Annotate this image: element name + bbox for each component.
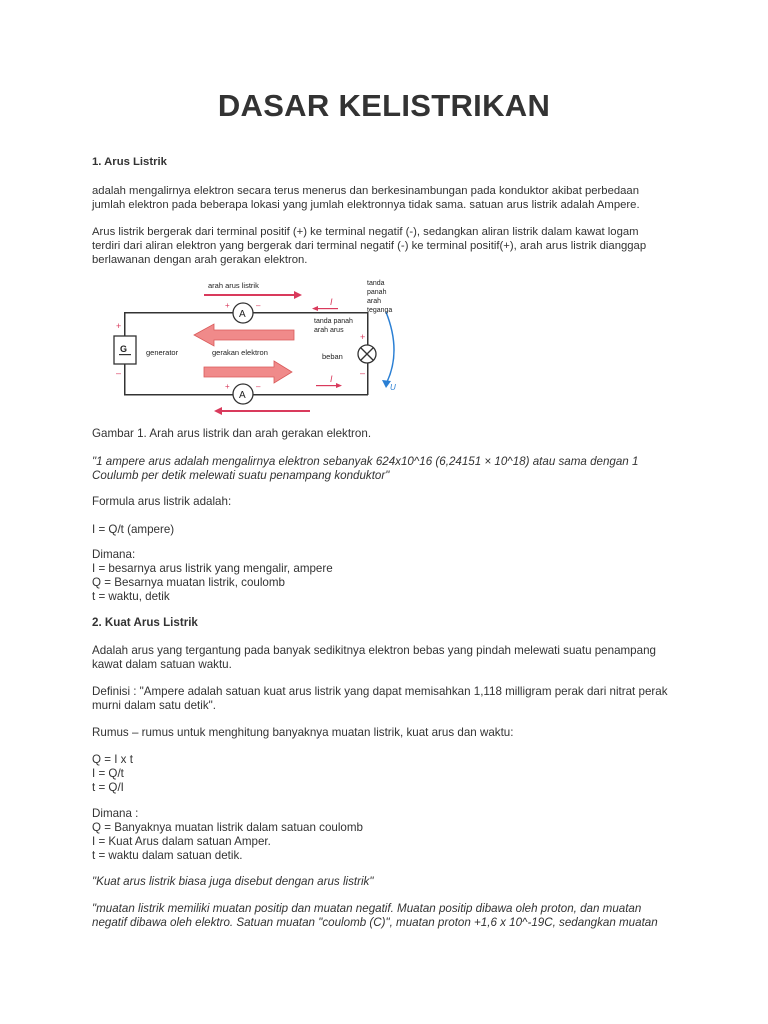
current-direction-arrow-bottom — [222, 410, 310, 412]
text-line: Dimana: — [92, 548, 136, 561]
label-voltage-mark-2: panah — [367, 289, 387, 296]
paragraph-current-direction — [92, 225, 682, 267]
ammeter-bottom-plus: + — [225, 382, 230, 391]
ammeter-top-minus: – — [256, 301, 261, 310]
formula-legend — [92, 548, 682, 604]
text-line: Dimana : — [92, 807, 139, 820]
label-arrow-mark-2: arah arus — [314, 327, 344, 334]
page-title: DASAR KELISTRIKAN — [217, 88, 551, 123]
ammeter-bottom-label: A — [239, 390, 246, 401]
current-symbol-top: I — [330, 297, 333, 307]
generator-letter: G — [120, 344, 128, 354]
formula-legend-2 — [92, 807, 682, 863]
electron-motion-arrow — [194, 324, 294, 346]
label-voltage-mark-3: arah — [367, 298, 382, 305]
circuit-figure — [104, 272, 414, 418]
minus-sign-left: – — [116, 368, 122, 378]
label-voltage-mark-4: teganga — [367, 307, 393, 314]
current-direction-arrowhead-bottom — [214, 407, 222, 415]
formula: I = Q/t (ampere) — [92, 523, 175, 536]
plus-sign-right: + — [360, 332, 366, 342]
text-line: Definisi : "Ampere adalah satuan kuat arus listrik yang dapat memisahkan 1,118 milligram perak dari nitrat perak — [92, 685, 668, 698]
ammeter-top-plus: + — [225, 301, 230, 310]
text-line: "1 ampere arus adalah mengalirnya elektron sebanyak 624x10^16 (6,24151 × 10^18) atau sama dengan 1 — [92, 455, 639, 468]
current-direction-arrow-top — [204, 294, 294, 296]
quote-kuat-arus: "Kuat arus listrik biasa juga disebut dengan arus listrik" — [92, 875, 374, 888]
paragraph-definisi — [92, 685, 682, 713]
label-current-direction: arah arus listrik — [208, 281, 259, 290]
label-arrow-mark-1: tanda panah — [314, 318, 353, 325]
text-line: "muatan listrik memiliki muatan positip dan muatan negatif. Muatan positip dibawa oleh proton, dan muatan — [92, 902, 642, 915]
plus-sign-left: + — [116, 321, 122, 331]
text-line: murni dalam satu detik". — [92, 699, 216, 712]
text-line: I = Q/t — [92, 767, 124, 780]
current-symbol-bottom: I — [330, 374, 333, 384]
paragraph-kuat-arus — [92, 644, 682, 672]
current-direction-arrowhead-top — [294, 291, 302, 299]
ammeter-top-label: A — [239, 309, 246, 320]
text-line: Adalah arus yang tergantung pada banyak sedikitnya elektron bebas yang pindah melewati suatu penampang — [92, 644, 656, 657]
paragraph-definition — [92, 184, 682, 212]
current-arrow-top — [318, 308, 338, 309]
text-line: I = besarnya arus listrik yang mengalir, ampere — [92, 562, 333, 575]
formula-intro: Formula arus listrik adalah: — [92, 495, 232, 508]
quote-ampere-definition — [92, 455, 682, 483]
text-line: Coulumb per detik melewati suatu penampang konduktor" — [92, 469, 390, 482]
text-line: jumlah elektron pada beberapa lokasi yang jumlah elektronnya tidak sama. satuan arus listrik adalah Ampere. — [92, 199, 640, 211]
current-flow-arrow-bottom — [204, 361, 292, 383]
text-line: adalah mengalirnya elektron secara terus menerus dan berkesinambungan pada konduktor akibat perbedaan — [92, 185, 639, 197]
text-line: t = Q/I — [92, 781, 124, 794]
label-electron-motion: gerakan elektron — [212, 348, 268, 357]
section-heading-kuat-arus: 2. Kuat Arus Listrik — [92, 616, 198, 629]
label-generator: generator — [146, 348, 179, 357]
text-line: t = waktu, detik — [92, 590, 170, 603]
minus-sign-right: – — [360, 368, 366, 378]
label-load: beban — [322, 352, 343, 361]
ammeter-bottom-minus: – — [256, 382, 261, 391]
current-arrow-bottom — [316, 385, 336, 386]
section-heading-arus-listrik: 1. Arus Listrik — [92, 156, 167, 168]
figure-caption: Gambar 1. Arah arus listrik dan arah gerakan elektron. — [92, 427, 372, 440]
text-line: Q = Besarnya muatan listrik, coulomb — [92, 576, 285, 589]
text-line: Arus listrik bergerak dari terminal positif (+) ke terminal negatif (-), sedangkan aliran listrik dalam kawat logam — [92, 226, 639, 238]
voltage-arrow — [386, 312, 394, 384]
text-line: Q = Banyaknya muatan listrik dalam satuan coulomb — [92, 821, 363, 834]
text-line: kawat dalam satuan waktu. — [92, 658, 232, 671]
formula-list — [92, 753, 682, 795]
generator-mark — [119, 354, 131, 355]
rumus-intro: Rumus – rumus untuk menghitung banyaknya muatan listrik, kuat arus dan waktu: — [92, 726, 514, 739]
current-arrowhead-top — [312, 306, 318, 311]
text-line: Q = I x t — [92, 753, 133, 766]
text-line: negatif dibawa oleh elektro. Satuan muatan "coulomb (C)", muatan proton +1,6 x 10^-19C, sedangkan muatan — [92, 916, 658, 929]
text-line: berlawanan dengan arah gerakan elektron. — [92, 254, 308, 266]
voltage-symbol: U — [390, 383, 396, 392]
label-voltage-mark-1: tanda — [367, 280, 385, 287]
current-arrowhead-bottom — [336, 383, 342, 388]
text-line: terdiri dari aliran elektron yang bergerak dari terminal negatif (-) ke terminal positif(+), arah arus listrik dianggap — [92, 240, 647, 252]
circuit-diagram — [104, 272, 414, 418]
quote-muatan-listrik — [92, 902, 682, 930]
text-line: I = Kuat Arus dalam satuan Amper. — [92, 835, 271, 848]
text-line: t = waktu dalam satuan detik. — [92, 849, 243, 862]
